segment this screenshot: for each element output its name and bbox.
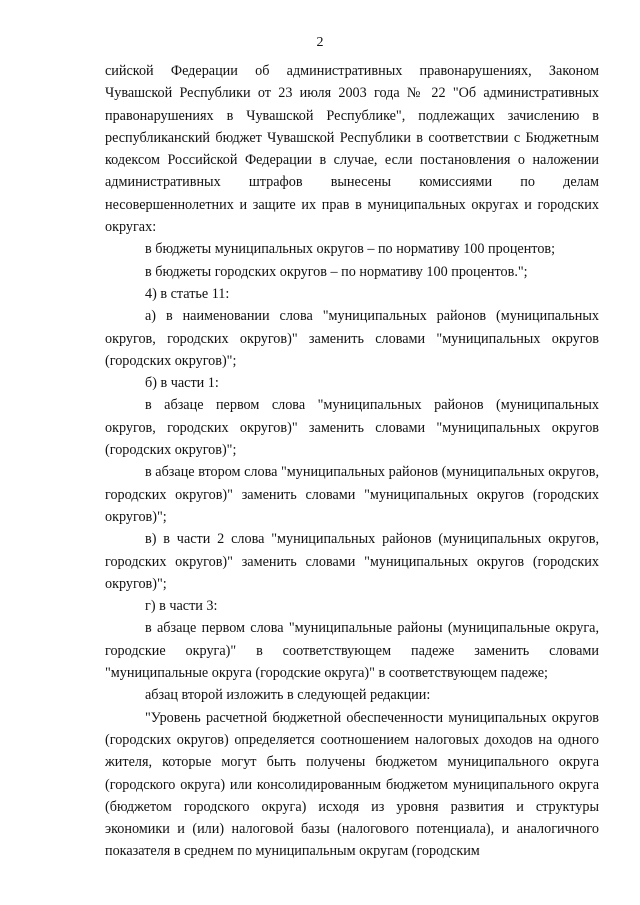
paragraph-2: в бюджеты муниципальных округов – по нормативу 100 процентов; (145, 241, 556, 258)
paragraph-11: в абзаце первом слова "муниципальные районы (муниципальные округа, городские округа)" в соответствующем падеже заменить словами "муниципальные округа (городские округа)" в соответствующем падеже; (105, 620, 599, 682)
paragraph-5: а) в наименовании слова "муниципальных районов (муниципальных округов, городских округов)" заменить словами "муниципальных округов (городских округов)"; (105, 308, 599, 369)
page-number: 2 (316, 35, 324, 50)
paragraph-3: в бюджеты городских округов – по нормативу 100 процентов."; (145, 263, 528, 280)
paragraph-4: 4) в статье 11: (145, 285, 230, 302)
paragraph-1: сийской Федерации об административных правонарушениях, Законом Чувашской Республики от 23 июля 2003 года № 22 "Об административных правонарушениях в Чувашской Республике", подлежащих зачислению в республиканский бюджет Чувашской Республики в соответствии с Бюджетным кодексом Российской Федерации в случае, если постановления о наложении административных штрафов вынесены комиссиями по делам несовершеннолетних и защите их прав в муниципальных округах и городских округах: (105, 63, 599, 236)
paragraph-6: б) в части 1: (145, 375, 219, 392)
paragraph-10: г) в части 3: (145, 598, 218, 615)
paragraph-7: в абзаце первом слова "муниципальных районов (муниципальных округов, городских округов)" заменить словами "муниципальных округов (городских округов)"; (105, 397, 599, 459)
paragraph-13: "Уровень расчетной бюджетной обеспеченности муниципальных округов (городских округов) определяется соотношением налоговых доходов на одного жителя, которые могут быть получены бюджетом муниципального округа (городского округа) или консолидированным бюджетом муниципального округа (бюджетом городского округа) исходя из уровня развития и структуры экономики и (или) налоговой базы (налогового потенциала), и аналогичного показателя в среднем по муниципальным округам (городским (105, 709, 599, 860)
document-body (105, 60, 599, 863)
paragraph-8: в абзаце втором слова "муниципальных районов (муниципальных округов, городских округов)" заменить словами "муниципальных округов (городских округов)"; (105, 464, 599, 525)
paragraph-9: в) в части 2 слова "муниципальных районов (муниципальных округов, городских округов)" заменить словами "муниципальных округов (городских округов)"; (105, 531, 599, 592)
paragraph-12: абзац второй изложить в следующей редакции: (145, 687, 431, 704)
